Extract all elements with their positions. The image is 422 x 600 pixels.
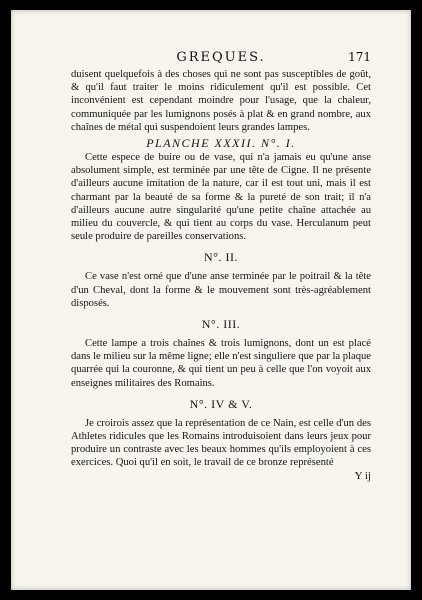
paragraph-item-1: Cette espece de buire ou de vase, qui n'a jamais eu qu'une anse absolument simple, est terminée par une tête de Cigne. Il ne présente d'ailleurs aucune imitation de la nature, car il est tout uni, mais il est charmant par la beauté de sa forme & la pureté de son trait; il n'a d'ailleurs aucune autre singularité qu'une petite chaîne attachée au milieu du couvercle, & qui tient au corps du vase. Herculanum peut seule produire de pareilles conservations.: [71, 152, 371, 243]
book-page: [11, 10, 411, 590]
paragraph-item-3: Cette lampe a trois chaînes & trois lumignons, dont un est placé dans le milieu sur la même ligne; elle n'est singuliere que par la plaque quarrée qui la couronne, & qui tient un peu à celle que l'on voyoit aux enseignes militaires des Romains.: [71, 338, 371, 389]
item-heading-2: N°. II.: [204, 250, 238, 265]
page-header: [71, 50, 371, 70]
body-text-inner: [71, 68, 371, 484]
paragraph-continuation: duisent quelquefois à des choses qui ne sont pas susceptibles de goût, & qu'il faut traiter le moins ridiculement qu'il est possible. Cet inconvénient est cependant moindre pour l'usage, que la chaleur, communiquée par les lumignons posés à plat & en grand nombre, aux chaînes de métal qui suspendoient leurs grandes lampes.: [71, 69, 371, 133]
plate-heading: PLANCHE XXXII. N°. I.: [146, 136, 296, 151]
paragraph-item-4-5: Je croirois assez que la représentation de ce Nain, est celle d'un des Athletes ridicules que les Romains introduisoient dans leurs jeux pour produire un contraste avec les beaux hommes qu'ils employoient à ces exercices. Quoi qu'il en soit, le travail de ce bronze représenté: [71, 417, 371, 469]
body-text: [71, 68, 371, 484]
catchword: Y ij: [354, 470, 371, 483]
item-heading-3: N°. III.: [201, 317, 241, 332]
paragraph-item-2: Ce vase n'est orné que d'une anse terminée par le poitrail & la tête d'un Cheval, dont la forme & le mouvement sont très-agréablement disposés.: [71, 271, 371, 309]
item-heading-4-5: N°. IV & V.: [189, 396, 253, 411]
page-number: 171: [348, 50, 371, 64]
running-head: GREQUES.: [176, 50, 266, 65]
